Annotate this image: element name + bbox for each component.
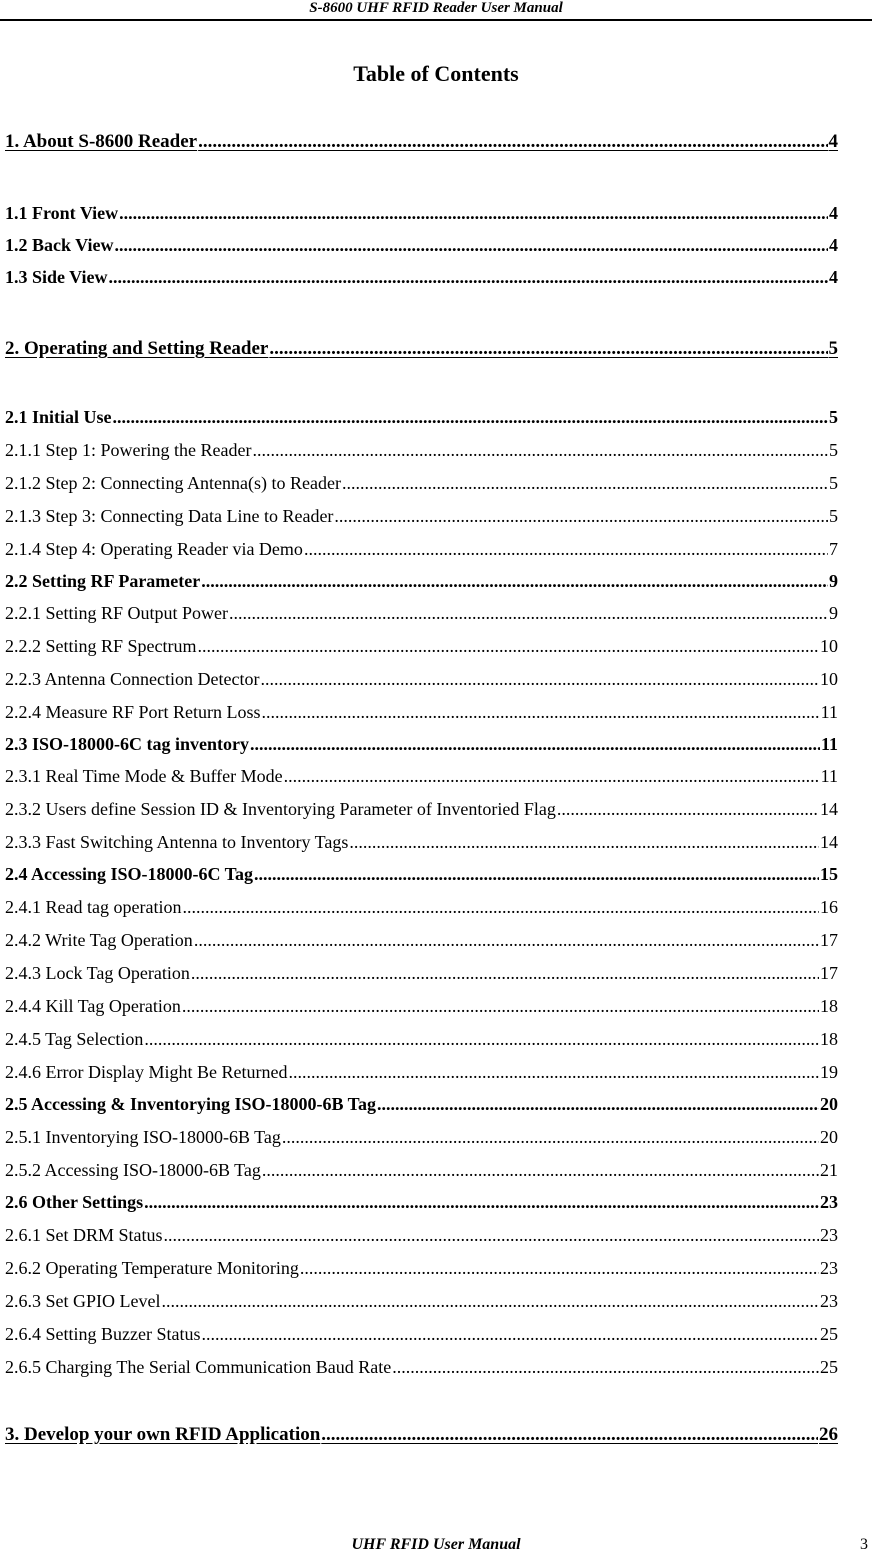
toc-entry-page: 19	[820, 1062, 838, 1082]
toc-entry[interactable]	[5, 1354, 838, 1378]
toc-entry-title: 2.4 Accessing ISO-18000-6C Tag	[5, 864, 254, 884]
toc-leader-dots	[198, 131, 827, 153]
toc-entry-title: 2.3.3 Fast Switching Antenna to Inventory Tags	[5, 832, 349, 852]
toc-leader-dots	[321, 1424, 818, 1446]
toc-entry[interactable]	[5, 1222, 838, 1246]
toc-entry[interactable]	[5, 1255, 838, 1279]
toc-entry-title: 2.6.5 Charging The Serial Communication Baud Rate	[5, 1357, 392, 1377]
toc-entry[interactable]	[5, 232, 838, 256]
toc-leader-dots	[191, 962, 819, 984]
toc-title: Table of Contents	[353, 61, 519, 86]
toc-leader-dots	[182, 896, 819, 918]
toc-leader-dots	[250, 733, 820, 755]
toc-entry[interactable]	[5, 1124, 838, 1148]
toc-entry[interactable]	[5, 861, 838, 885]
toc-entry-title: 2.4.1 Read tag operation	[5, 897, 182, 917]
toc-entry-page: 4	[829, 203, 838, 223]
toc-entry-page: 7	[829, 539, 838, 559]
toc-entry-title: 2.4.5 Tag Selection	[5, 1029, 144, 1049]
toc-entry-title: 2.2.1 Setting RF Output Power	[5, 603, 229, 623]
toc-entry[interactable]	[5, 731, 838, 755]
toc-entry-page: 5	[829, 506, 838, 526]
toc-entry[interactable]	[5, 536, 838, 560]
toc-leader-dots	[262, 1159, 819, 1181]
toc-entry-page: 11	[820, 702, 838, 722]
toc-entry-page: 18	[820, 996, 838, 1016]
toc-entry-title: 2.5.1 Inventorying ISO-18000-6B Tag	[5, 1127, 281, 1147]
toc-entry[interactable]	[5, 666, 838, 690]
toc-leader-dots	[164, 1224, 819, 1246]
toc-leader-dots	[198, 635, 819, 657]
toc-entry-title: 2.4.4 Kill Tag Operation	[5, 996, 181, 1016]
toc-entry-title: 2.1.1 Step 1: Powering the Reader	[5, 440, 252, 460]
toc-leader-dots	[377, 1093, 819, 1115]
toc-entry-title: 1. About S-8600 Reader	[5, 131, 198, 152]
toc-leader-dots	[349, 831, 819, 853]
toc-leader-dots	[252, 439, 828, 461]
toc-leader-dots	[254, 863, 819, 885]
toc-entry[interactable]	[5, 1059, 838, 1083]
toc-entry-page: 10	[820, 636, 838, 656]
toc-entry-page: 18	[820, 1029, 838, 1049]
toc-entry-page: 25	[820, 1324, 838, 1344]
toc-entry-page: 14	[820, 799, 838, 819]
toc-leader-dots	[282, 1126, 819, 1148]
toc-entry-page: 5	[828, 338, 838, 359]
toc-entry[interactable]	[5, 1189, 838, 1213]
toc-leader-dots	[304, 538, 828, 560]
toc-entry-title: 2.5 Accessing & Inventorying ISO-18000-6B Tag	[5, 1094, 377, 1114]
toc-entry[interactable]	[5, 699, 838, 723]
toc-leader-dots	[113, 406, 828, 428]
toc-entry-title: 2.1.2 Step 2: Connecting Antenna(s) to Reader	[5, 473, 341, 493]
toc-entry-page: 17	[820, 930, 838, 950]
toc-entry-title: 2.4.3 Lock Tag Operation	[5, 963, 190, 983]
toc-entry-page: 5	[829, 473, 838, 493]
toc-entry-title: 2.2.2 Setting RF Spectrum	[5, 636, 197, 656]
toc-entry-page: 4	[829, 267, 838, 287]
toc-entry-title: 2.5.2 Accessing ISO-18000-6B Tag	[5, 1160, 261, 1180]
toc-entry-page: 20	[820, 1094, 838, 1114]
toc-entry[interactable]	[5, 1321, 838, 1345]
toc-entry[interactable]	[5, 796, 838, 820]
toc-leader-dots	[144, 1191, 819, 1213]
page-number: 3	[860, 1536, 868, 1553]
toc-leader-dots	[557, 798, 819, 820]
toc-entry-title: 2.1 Initial Use	[5, 407, 112, 427]
toc-entry[interactable]	[5, 336, 838, 360]
toc-entry-title: 2.3.1 Real Time Mode & Buffer Mode	[5, 766, 283, 786]
toc-entry-title: 2.4.6 Error Display Might Be Returned	[5, 1062, 288, 1082]
toc-entry[interactable]	[5, 960, 838, 984]
toc-entry[interactable]	[5, 437, 838, 461]
toc-entry[interactable]	[5, 633, 838, 657]
toc-entry-page: 25	[820, 1357, 838, 1377]
toc-entry[interactable]	[5, 404, 838, 428]
toc-entry[interactable]	[5, 1157, 838, 1181]
toc-leader-dots	[260, 668, 819, 690]
toc-entry[interactable]	[5, 1026, 838, 1050]
toc-entry-title: 2.1.4 Step 4: Operating Reader via Demo	[5, 539, 303, 559]
toc-entry-page: 26	[819, 1424, 838, 1445]
toc-entry[interactable]	[5, 600, 838, 624]
toc-entry-title: 3. Develop your own RFID Application	[5, 1424, 321, 1445]
page-footer	[0, 1536, 872, 1554]
toc-entry-page: 14	[820, 832, 838, 852]
toc-entry-page: 4	[828, 131, 838, 152]
toc-entry-page: 5	[829, 440, 838, 460]
toc-leader-dots	[300, 1257, 819, 1279]
toc-entry[interactable]	[5, 894, 838, 918]
toc-entry[interactable]	[5, 568, 838, 592]
toc-leader-dots	[269, 338, 827, 360]
toc-entry[interactable]	[5, 129, 838, 153]
toc-entry-title: 2.6.1 Set DRM Status	[5, 1225, 163, 1245]
toc-entry-title: 1.1 Front View	[5, 203, 119, 223]
toc-leader-dots	[284, 765, 820, 787]
toc-entry-title: 2.6 Other Settings	[5, 1192, 144, 1212]
toc-entry-title: 2.3 ISO-18000-6C tag inventory	[5, 734, 249, 754]
toc-entry-page: 11	[820, 766, 838, 786]
toc-entry-title: 2.1.3 Step 3: Connecting Data Line to Reader	[5, 506, 334, 526]
toc-entry-title: 2.6.2 Operating Temperature Monitoring	[5, 1258, 299, 1278]
toc-entry[interactable]	[5, 993, 838, 1017]
toc-entry-title: 1.2 Back View	[5, 235, 114, 255]
toc-entry-title: 2.2.4 Measure RF Port Return Loss	[5, 702, 261, 722]
toc-entry[interactable]	[5, 264, 838, 288]
header-title: S-8600 UHF RFID Reader User Manual	[309, 0, 563, 16]
toc-entry-page: 17	[820, 963, 838, 983]
toc-leader-dots	[182, 995, 819, 1017]
toc-leader-dots	[392, 1356, 819, 1378]
toc-entry-page: 21	[820, 1160, 838, 1180]
toc-entry-page: 23	[820, 1291, 838, 1311]
toc-leader-dots	[109, 266, 828, 288]
toc-entry[interactable]	[5, 763, 838, 787]
toc-leader-dots	[119, 202, 828, 224]
toc-entry-page: 4	[829, 235, 838, 255]
toc-entry[interactable]	[5, 1288, 838, 1312]
toc-entry-title: 1.3 Side View	[5, 267, 108, 287]
toc-entry-page: 20	[820, 1127, 838, 1147]
toc-leader-dots	[144, 1028, 819, 1050]
footer-title: UHF RFID User Manual	[351, 1536, 521, 1553]
toc-leader-dots	[161, 1290, 819, 1312]
toc-entry-title: 2.6.3 Set GPIO Level	[5, 1291, 161, 1311]
toc-entry-title: 2.6.4 Setting Buzzer Status	[5, 1324, 201, 1344]
toc-leader-dots	[194, 929, 819, 951]
toc-entry[interactable]	[5, 1091, 838, 1115]
toc-entry[interactable]	[5, 503, 838, 527]
page-header	[0, 0, 872, 21]
toc-leader-dots	[342, 472, 828, 494]
toc-entry-page: 9	[829, 603, 838, 623]
toc-leader-dots	[201, 1323, 819, 1345]
toc-entry-page: 23	[820, 1258, 838, 1278]
toc-entry-title: 2.4.2 Write Tag Operation	[5, 930, 193, 950]
toc-entry[interactable]	[5, 470, 838, 494]
toc-entry-page: 15	[820, 864, 838, 884]
toc-entry[interactable]	[5, 829, 838, 853]
toc-entry[interactable]	[5, 927, 838, 951]
toc-leader-dots	[229, 602, 828, 624]
toc-entry[interactable]	[5, 1422, 838, 1446]
toc-entry-page: 23	[820, 1192, 838, 1212]
toc-entry-title: 2.2.3 Antenna Connection Detector	[5, 669, 260, 689]
toc-entry-title: 2. Operating and Setting Reader	[5, 338, 269, 359]
toc-entry-page: 23	[820, 1225, 838, 1245]
toc-entry-page: 10	[820, 669, 838, 689]
toc-leader-dots	[262, 701, 820, 723]
toc-leader-dots	[201, 570, 828, 592]
toc-entry-page: 11	[820, 734, 838, 754]
toc-leader-dots	[288, 1061, 819, 1083]
toc-entry-title: 2.2 Setting RF Parameter	[5, 571, 201, 591]
toc-entry[interactable]	[5, 200, 838, 224]
toc-entry-page: 9	[829, 571, 838, 591]
toc-entry-page: 5	[829, 407, 838, 427]
toc-leader-dots	[334, 505, 828, 527]
toc-entry-page: 16	[820, 897, 838, 917]
toc-leader-dots	[115, 234, 828, 256]
toc-entry-title: 2.3.2 Users define Session ID & Inventorying Parameter of Inventoried Flag	[5, 799, 556, 819]
